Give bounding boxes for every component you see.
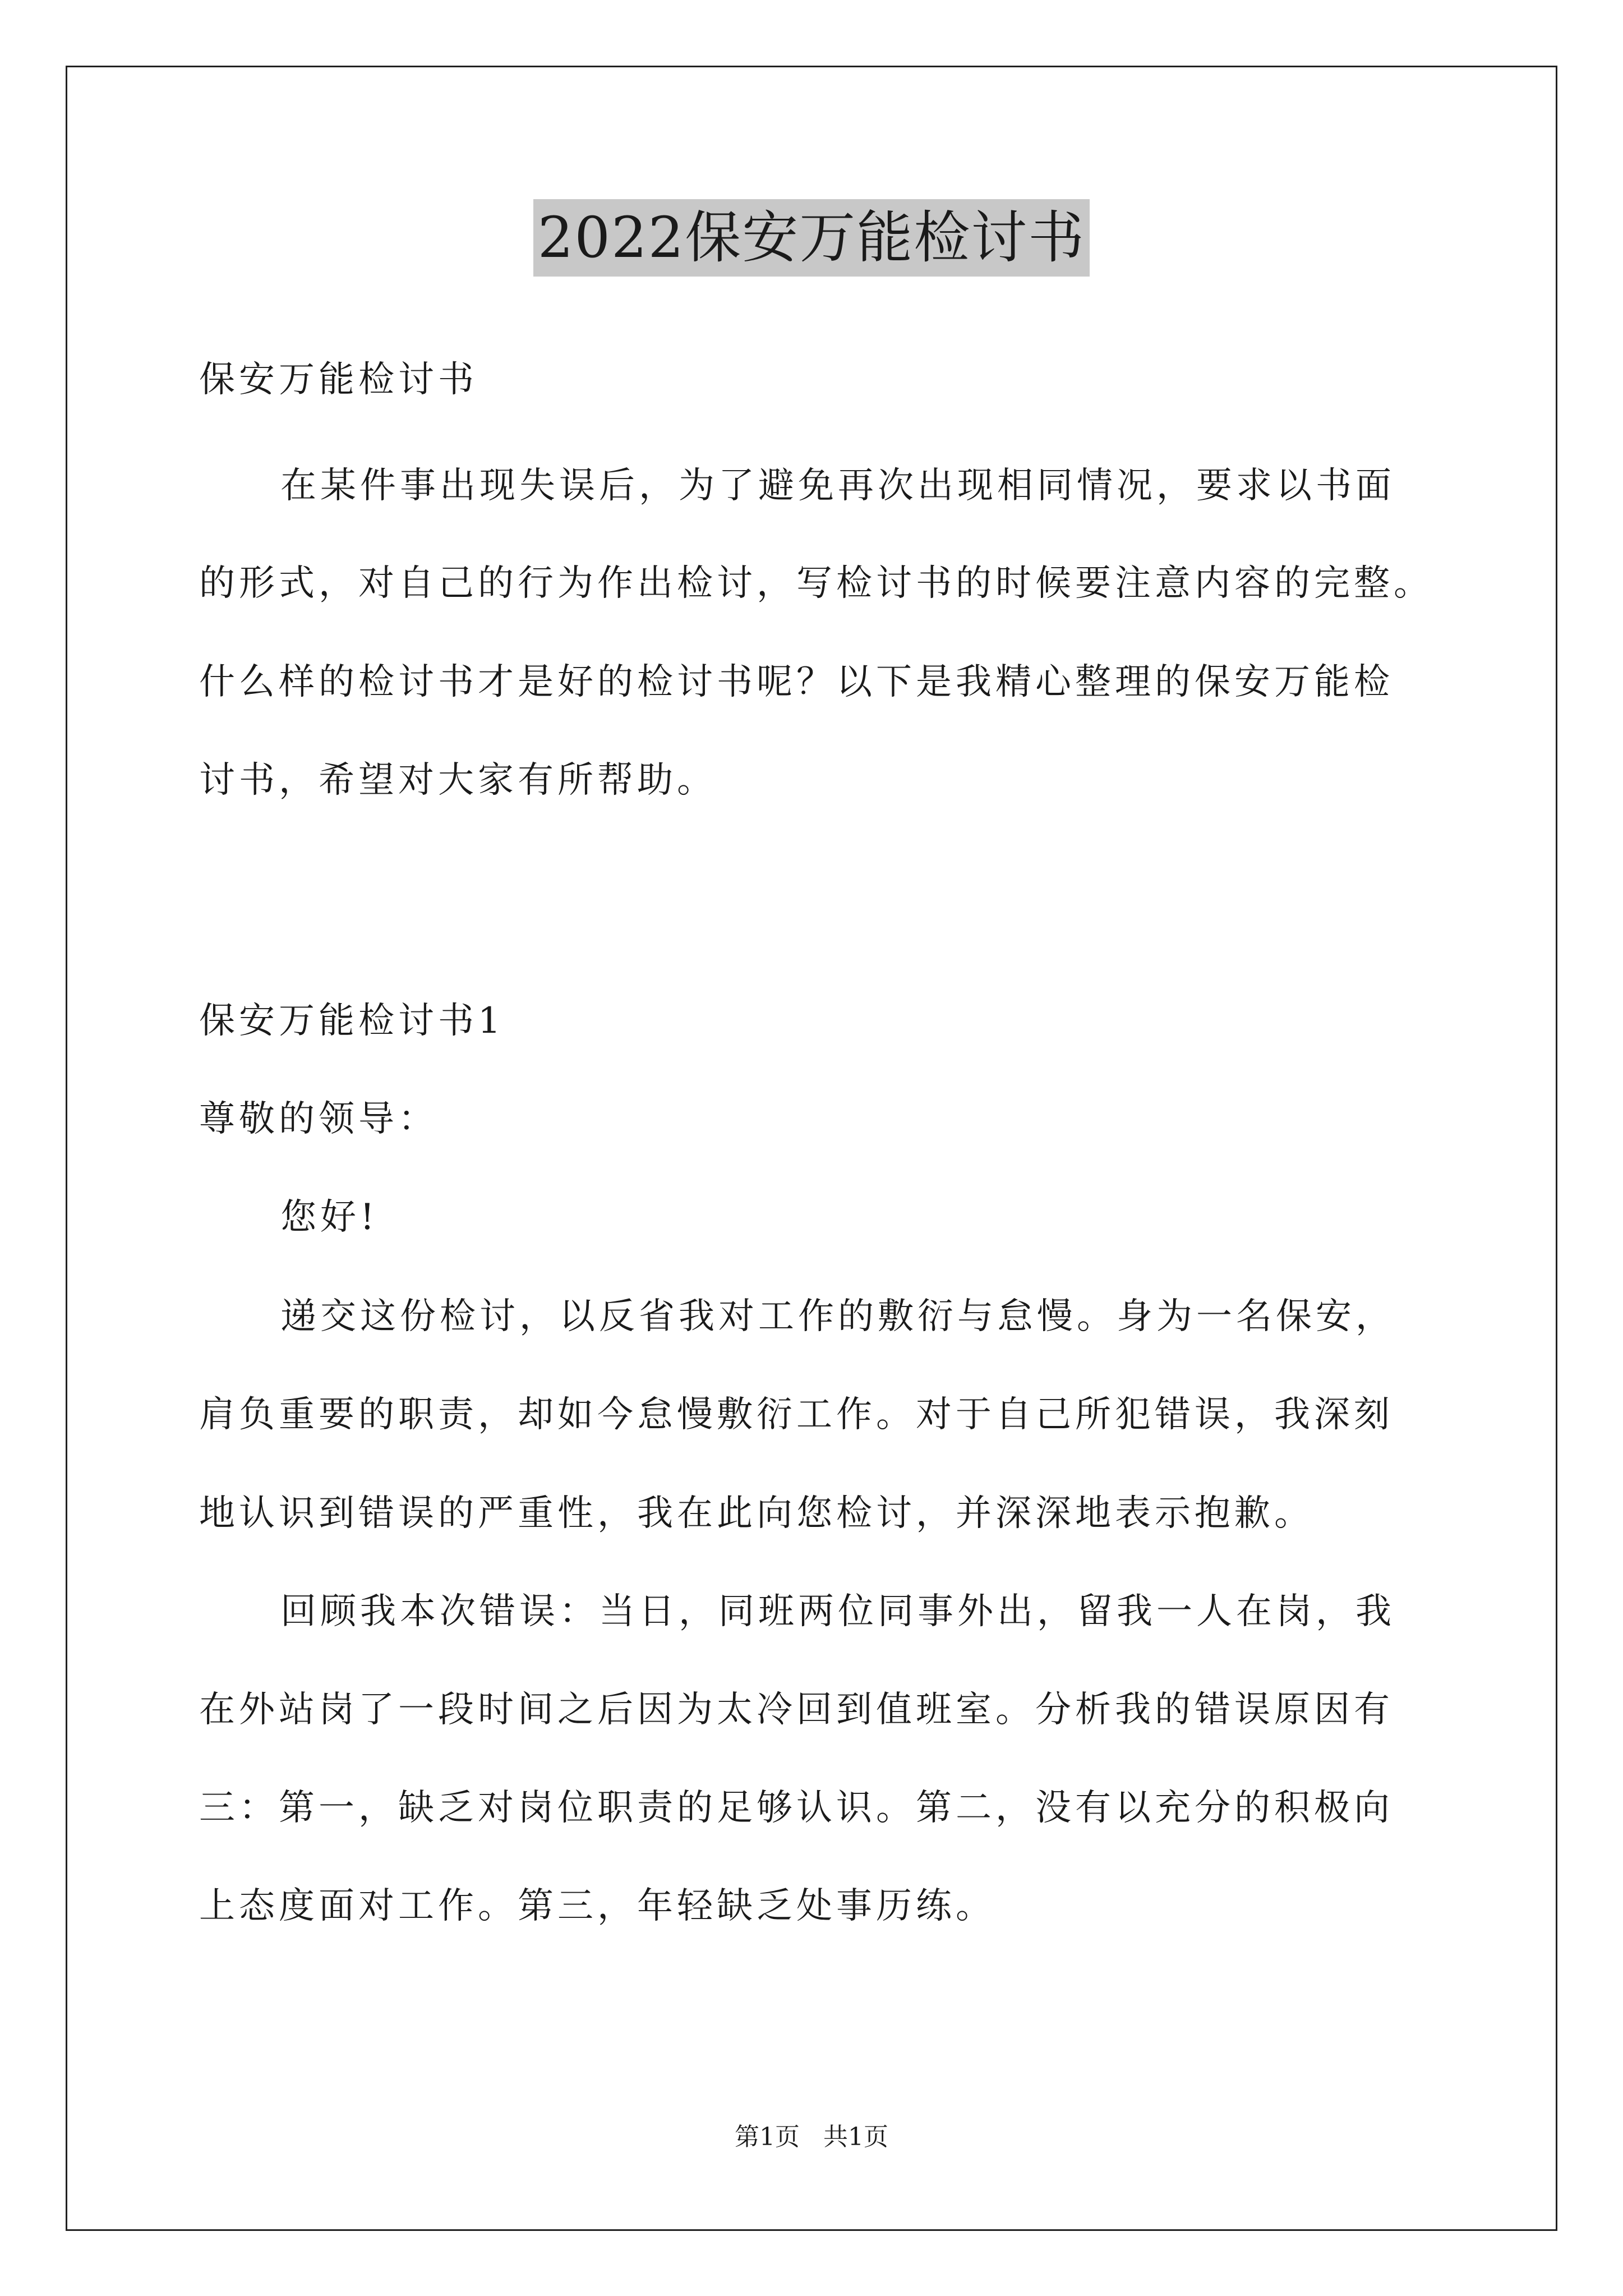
title-area <box>0 199 1623 277</box>
intro-line-3: 什么样的检讨书才是好的检讨书呢？以下是我精心整理的保安万能检 <box>199 661 1394 703</box>
para1-line-2: 肩负重要的职责，却如今怠慢敷衍工作。对于自己所犯错误，我深刻 <box>199 1394 1394 1435</box>
para2-line-3: 三：第一，缺乏对岗位职责的足够认识。第二，没有以充分的积极向 <box>199 1787 1394 1829</box>
document-subtitle: 保安万能检讨书 <box>199 359 478 401</box>
intro-line-2: 的形式，对自己的行为作出检讨，写检讨书的时候要注意内容的完整。 <box>199 563 1433 604</box>
para2-line-4: 上态度面对工作。第三，年轻缺乏处事历练。 <box>199 1885 995 1927</box>
para2-line-2: 在外站岗了一段时间之后因为太冷回到值班室。分析我的错误原因有 <box>199 1689 1394 1731</box>
salutation: 尊敬的领导： <box>199 1098 438 1140</box>
para1-line-1: 递交这份检讨，以反省我对工作的敷衍与怠慢。身为一名保安， <box>280 1296 1395 1337</box>
greeting: 您好! <box>280 1197 379 1238</box>
section-heading: 保安万能检讨书1 <box>199 1000 505 1042</box>
intro-line-1: 在某件事出现失误后，为了避免再次出现相同情况，要求以书面 <box>280 465 1395 507</box>
para2-line-1: 回顾我本次错误：当日，同班两位同事外出，留我一人在岗，我 <box>280 1591 1395 1632</box>
para1-line-3: 地认识到错误的严重性，我在此向您检讨，并深深地表示抱歉。 <box>199 1493 1314 1534</box>
intro-line-4: 讨书，希望对大家有所帮助。 <box>199 760 717 801</box>
page-footer: 第1页 共1页 <box>735 2123 888 2151</box>
document-title: 2022保安万能检讨书 <box>533 199 1090 277</box>
